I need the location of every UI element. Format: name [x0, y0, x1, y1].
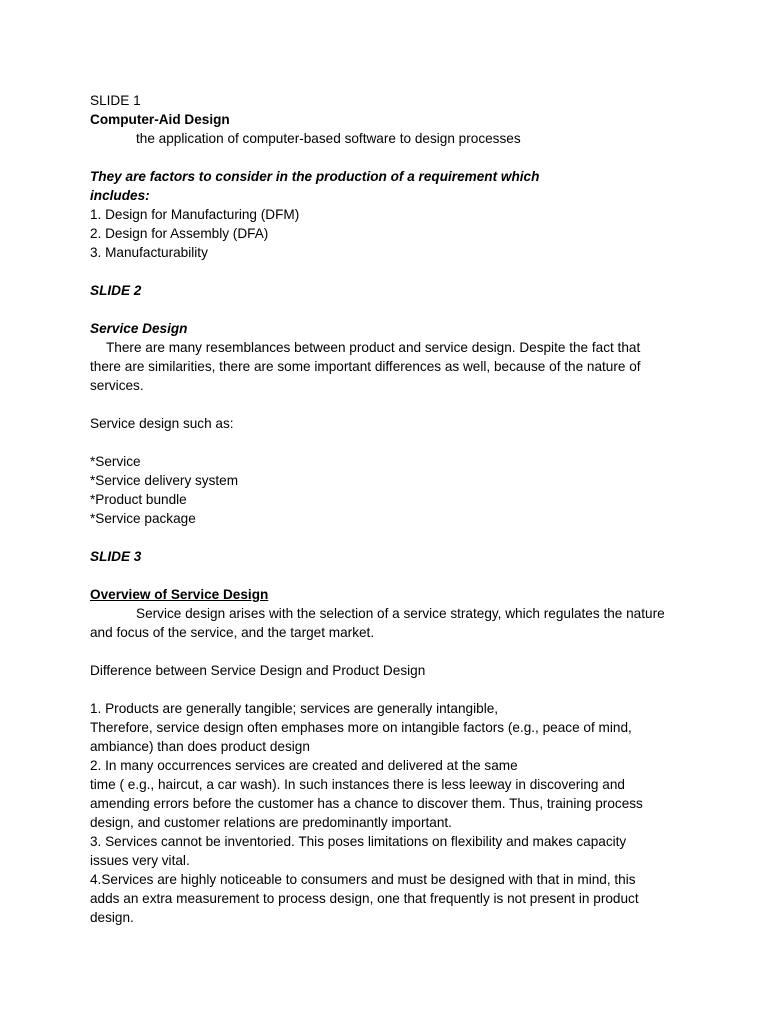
slide2-label: SLIDE 2 — [90, 283, 142, 298]
spacer — [90, 395, 680, 414]
slide3-difference-line: issues very vital. — [90, 853, 190, 868]
slide2-list-item: *Service package — [90, 511, 196, 526]
slide3-difference-line: design. — [90, 910, 134, 925]
slide1-factor-item: 2. Design for Assembly (DFA) — [90, 226, 269, 241]
spacer — [90, 680, 680, 699]
slide3-difference-line: 3. Services cannot be inventoried. This poses limitations on flexibility and makes capacity — [90, 834, 627, 849]
spacer — [90, 642, 680, 661]
slide1-factor-item: 1. Design for Manufacturing (DFM) — [90, 207, 300, 222]
slide3-difference-line: Therefore, service design often emphases more on intangible factors (e.g., peace of mind, — [90, 720, 632, 735]
slide2-list-item: *Service delivery system — [90, 473, 239, 488]
slide2-list-item: *Product bundle — [90, 492, 187, 507]
spacer — [90, 300, 680, 319]
slide3-difference-line: 1. Products are generally tangible; services are generally intangible, — [90, 701, 499, 716]
slide3-difference-line: 4.Services are highly noticeable to consumers and must be designed with that in mind, this — [90, 872, 636, 887]
spacer — [90, 148, 680, 167]
slide3-difference-heading: Difference between Service Design and Product Design — [90, 663, 426, 678]
spacer — [90, 528, 680, 547]
slide2-list-item: *Service — [90, 454, 141, 469]
slide3-difference-line: ambiance) than does product design — [90, 739, 310, 754]
slide3-paragraph-line: and focus of the service, and the target market. — [90, 625, 375, 640]
slide2-paragraph-line: there are similarities, there are some important differences as well, because of the nature of — [90, 359, 641, 374]
slide3-title: Overview of Service Design — [90, 587, 269, 602]
slide3-difference-line: amending errors before the customer has a chance to discover them. Thus, training process — [90, 796, 643, 811]
slide1-definition: the application of computer-based software to design processes — [136, 131, 521, 146]
slide1-label: SLIDE 1 — [90, 93, 141, 108]
slide3-difference-line: time ( e.g., haircut, a car wash). In such instances there is less leeway in discovering and — [90, 777, 625, 792]
slide2-title: Service Design — [90, 321, 188, 336]
slide2-paragraph-line: services. — [90, 378, 144, 393]
spacer — [90, 566, 680, 585]
slide2-paragraph-line: There are many resemblances between product and service design. Despite the fact that — [106, 340, 641, 355]
slide3-difference-line: 2. In many occurrences services are created and delivered at the same — [90, 758, 518, 773]
slide3-label: SLIDE 3 — [90, 549, 142, 564]
slide1-factor-item: 3. Manufacturability — [90, 245, 208, 260]
slide3-paragraph-line: Service design arises with the selection of a service strategy, which regulates the nature — [136, 606, 665, 621]
document-body — [90, 91, 680, 927]
slide1-factors-heading-line1: They are factors to consider in the production of a requirement which — [90, 169, 540, 184]
slide2-list-intro: Service design such as: — [90, 416, 234, 431]
spacer — [90, 262, 680, 281]
spacer — [90, 433, 680, 452]
slide1-title: Computer-Aid Design — [90, 112, 230, 127]
slide1-factors-heading-line2: includes: — [90, 188, 150, 203]
slide3-difference-line: design, and customer relations are predominantly important. — [90, 815, 452, 830]
slide3-difference-line: adds an extra measurement to process design, one that frequently is not present in product — [90, 891, 639, 906]
